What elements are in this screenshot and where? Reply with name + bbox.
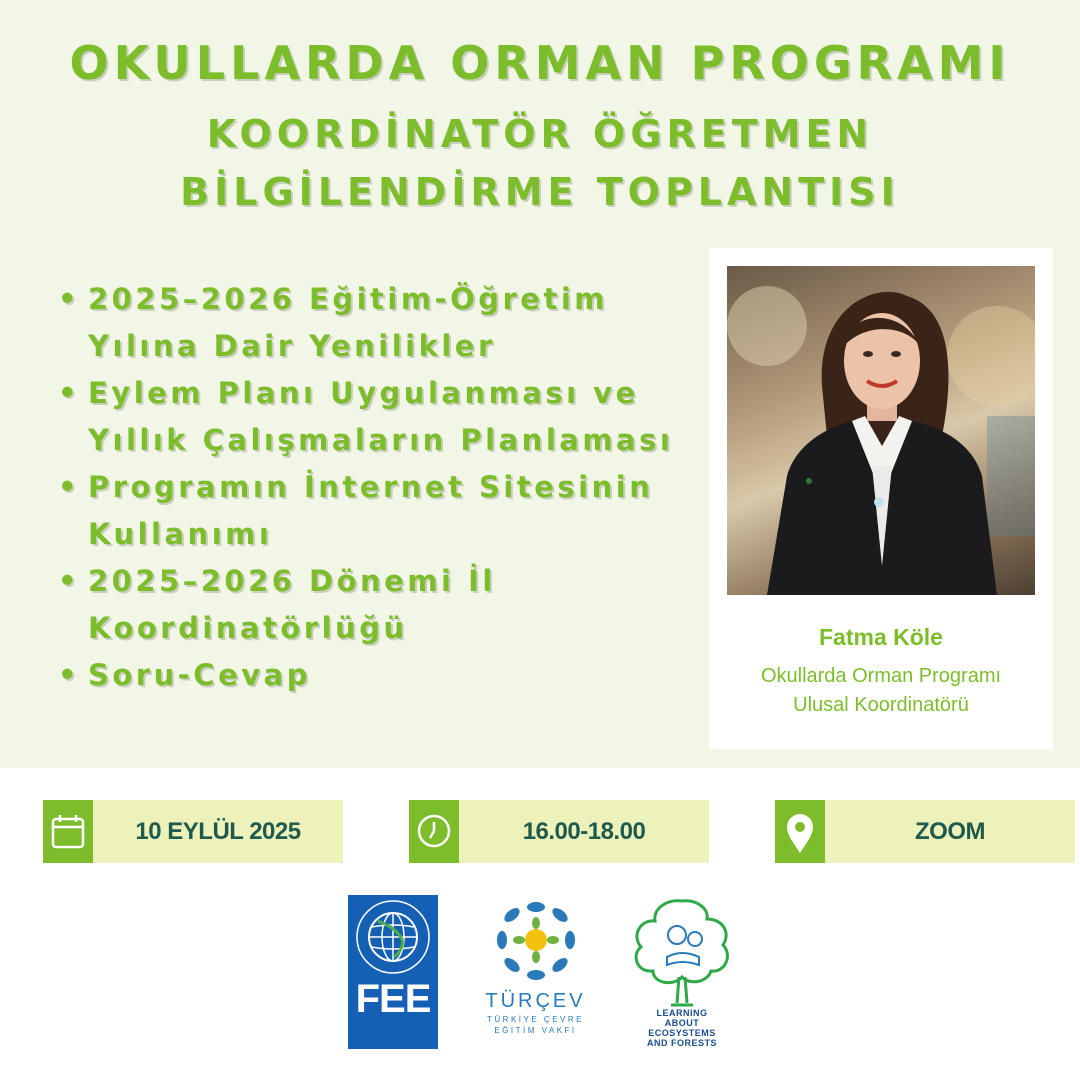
leaf-line-4: AND FORESTS xyxy=(646,1038,717,1048)
speaker-photo xyxy=(727,266,1035,595)
agenda-item: • 2025–2026 Eğitim-Öğretim Yılına Dair Yenilikler xyxy=(58,276,698,370)
speaker-name: Fatma Köle xyxy=(819,624,943,650)
speaker-card xyxy=(709,248,1053,749)
speaker-role-line-1: Okullarda Orman Programı xyxy=(760,665,1002,687)
event-location: ZOOM xyxy=(825,800,1075,863)
page-title: OKULLARDA ORMAN PROGRAMI xyxy=(69,36,1011,90)
event-date: 10 EYLÜL 2025 xyxy=(93,800,343,863)
clock-icon xyxy=(409,800,459,863)
fee-logo xyxy=(348,895,438,1049)
location-info xyxy=(775,800,1075,863)
time-info xyxy=(409,800,709,863)
turcev-emblem-icon xyxy=(486,895,586,985)
agenda-item: • Soru-Cevap xyxy=(58,652,698,699)
leaf-line-1: LEARNING xyxy=(656,1008,708,1018)
leaf-line-2: ABOUT xyxy=(664,1018,700,1028)
map-pin-icon xyxy=(775,800,825,863)
date-info xyxy=(43,800,343,863)
turcev-logo-text: TÜRÇEV xyxy=(485,990,586,1012)
calendar-icon xyxy=(43,800,93,863)
speaker-role-line-2: Ulusal Koordinatörü xyxy=(793,694,969,716)
fee-logo-text: FEE xyxy=(355,977,431,1021)
agenda-item: • 2025–2026 Dönemi İl Koordinatörlüğü xyxy=(58,558,698,652)
subtitle-line-1: KOORDİNATÖR ÖĞRETMEN xyxy=(206,112,874,156)
agenda-item: • Programın İnternet Sitesinin Kullanımı xyxy=(58,464,698,558)
turcev-sub-line-2: EĞİTİM VAKFI xyxy=(494,1026,577,1035)
leaf-tree-icon xyxy=(627,895,737,1007)
event-time: 16.00-18.00 xyxy=(459,800,709,863)
speaker-role xyxy=(709,662,1053,720)
turcev-sub-line-1: TÜRKİYE ÇEVRE xyxy=(487,1015,584,1024)
agenda-item: • Eylem Planı Uygulanması ve Yıllık Çalışmaların Planlaması xyxy=(58,370,698,464)
subtitle-line-2: BİLGİLENDİRME TOPLANTISI xyxy=(180,170,900,214)
leaf-line-3: ECOSYSTEMS xyxy=(648,1028,716,1038)
agenda-list xyxy=(58,276,698,699)
